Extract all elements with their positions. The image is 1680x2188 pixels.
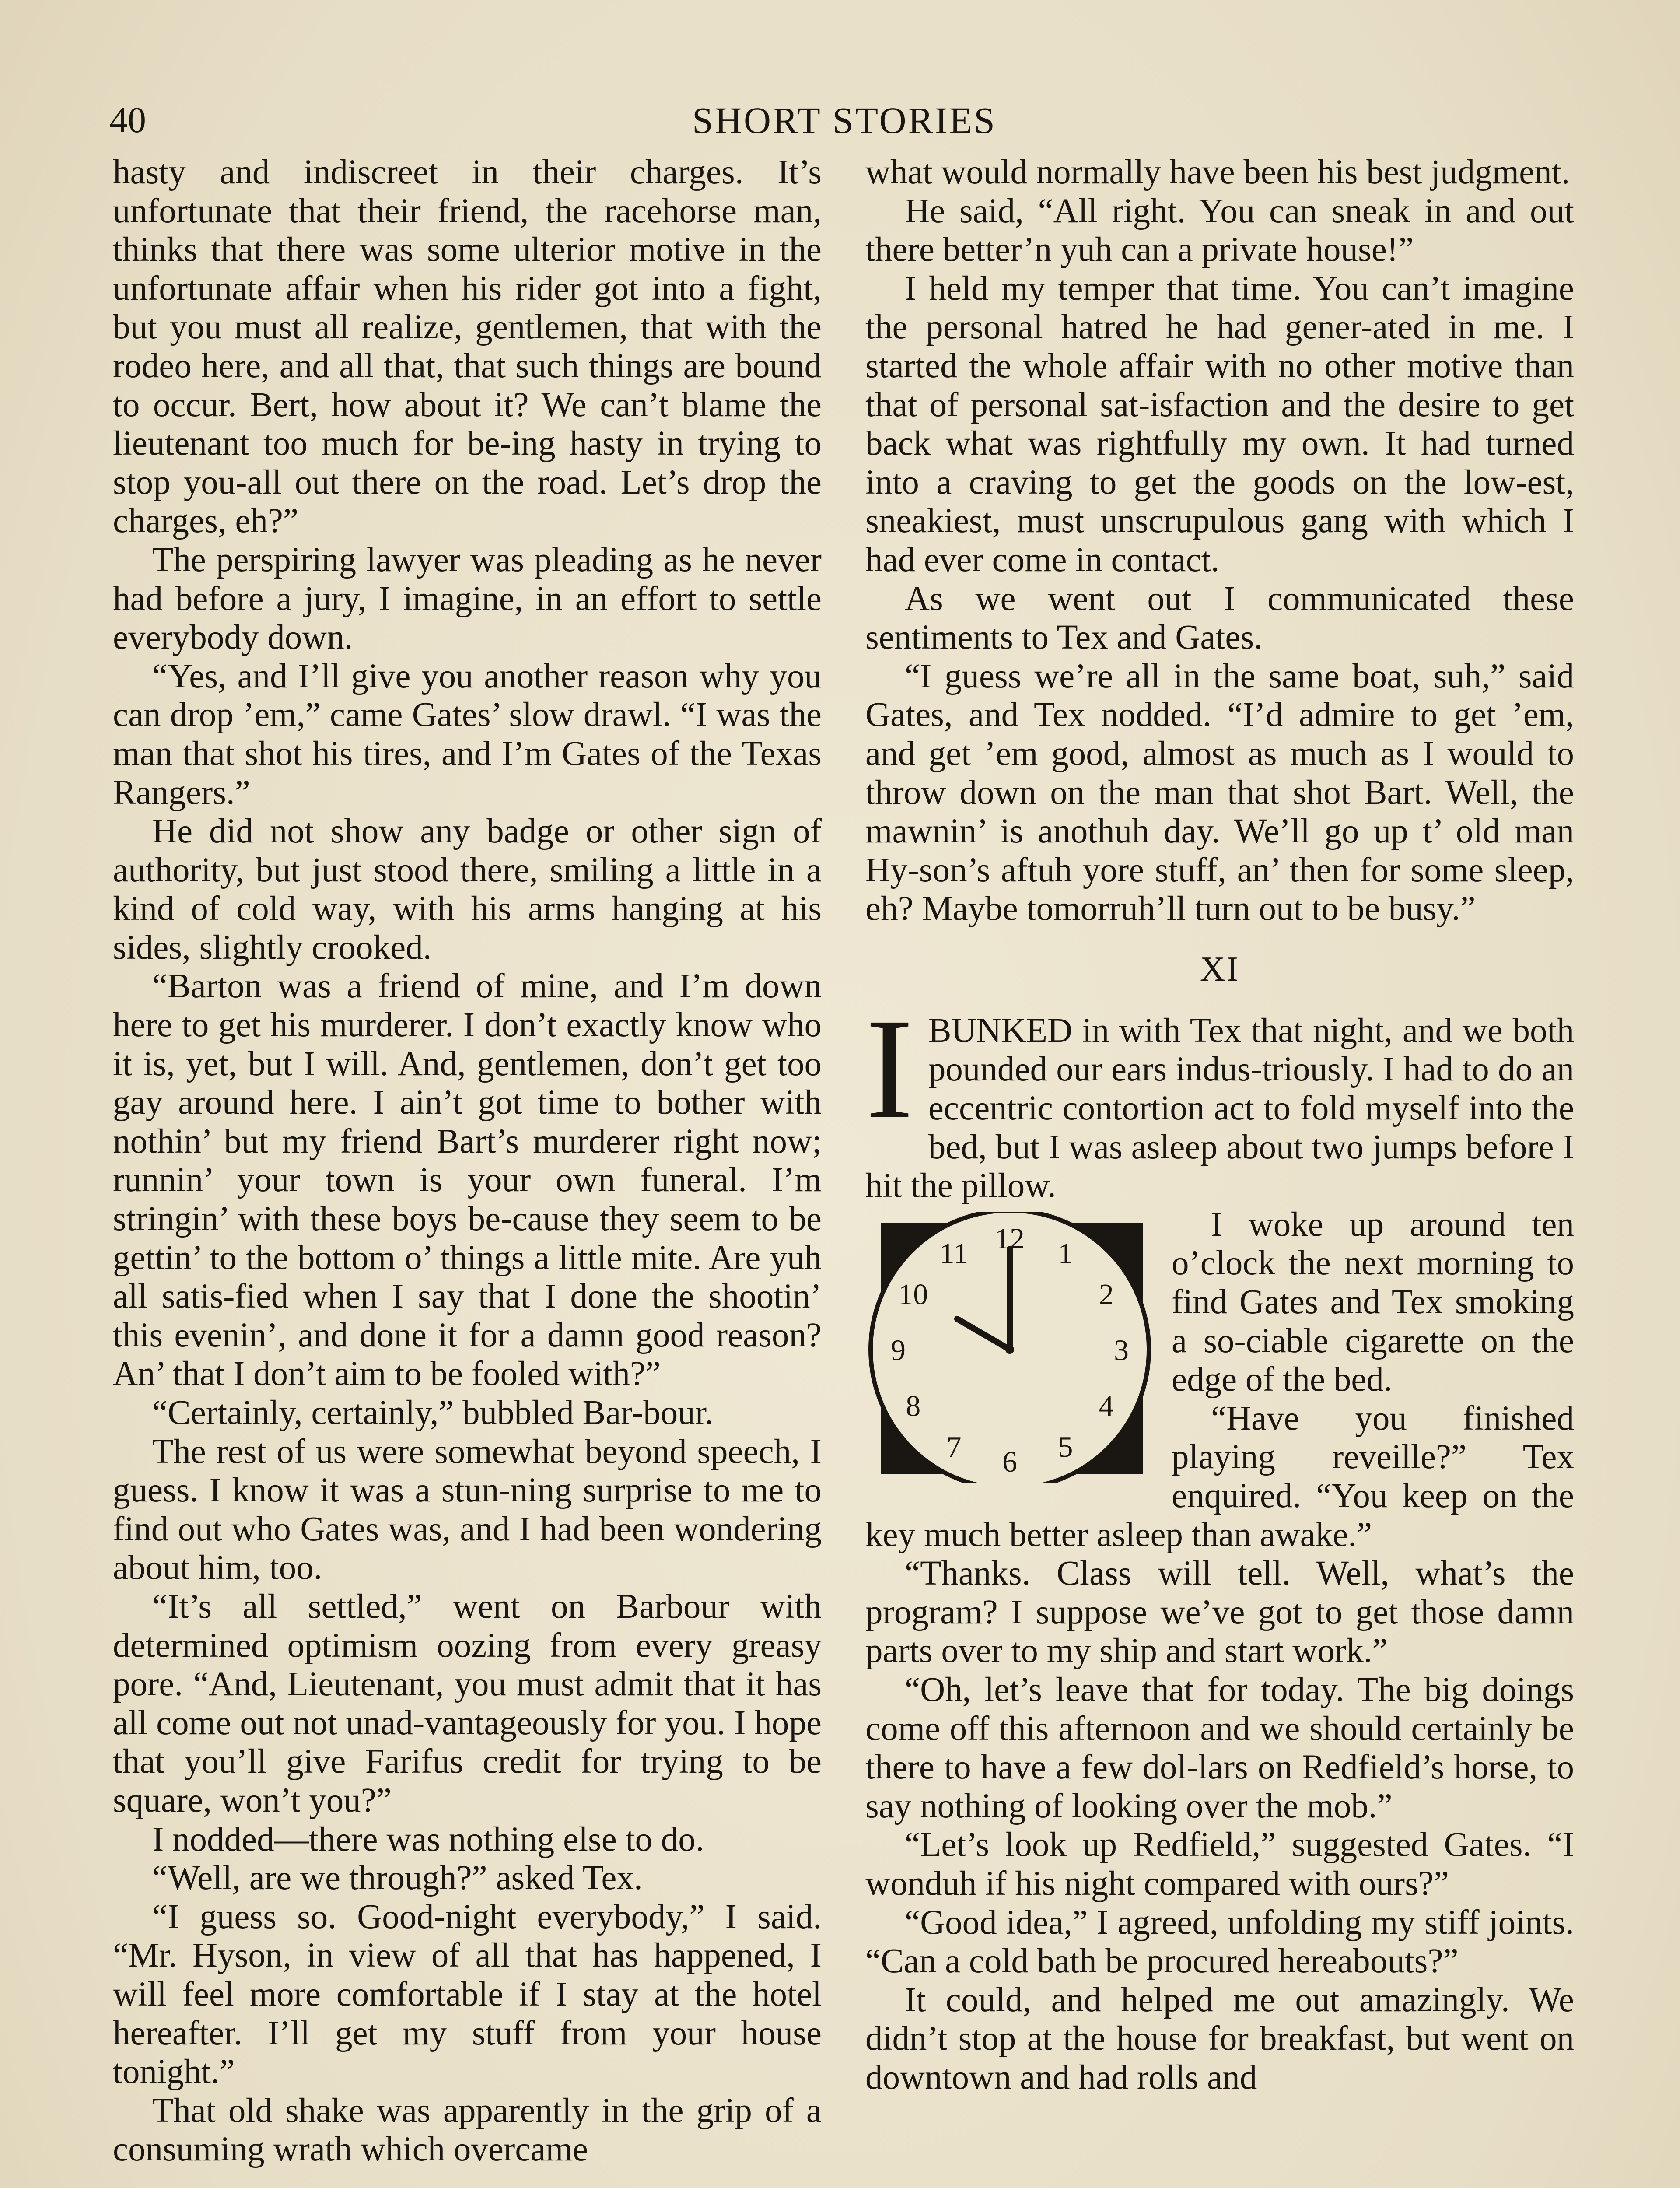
paragraph: “It’s all settled,” went on Barbour with determined optimism oozing from every greasy pore. “And, Lieutenant, you must admit that it has all come out not unad-vantageously for you. I hope that you’ll give Farifus credit for trying to be square, won’t you?” [113, 1587, 822, 1820]
left-column [113, 153, 822, 2169]
paragraph: “Well, are we through?” asked Tex. [152, 1859, 643, 1897]
clock-paragraph-text: I woke up around ten o’clock the next morning to find Gates and Tex smoking a so-ciable cigarette on the edge of the bed. [1172, 1205, 1574, 1399]
paragraph: The rest of us were somewhat beyond speech, I guess. I know it was a stun-ning surprise to me to find out who Gates was, and I had been wondering about him, too. [113, 1432, 822, 1587]
clock-numeral: 7 [946, 1430, 962, 1463]
paragraph: The perspiring lawyer was pleading as he never had before a jury, I imagine, in an effort to settle everybody down. [113, 540, 822, 657]
paragraph: what would normally have been his best judgment. [865, 153, 1570, 191]
page-number: 40 [109, 100, 146, 140]
clock-numeral: 3 [1114, 1333, 1129, 1367]
clock-numeral: 9 [891, 1333, 906, 1367]
paragraph: “I guess we’re all in the same boat, suh,” said Gates, and Tex nodded. “I’d admire to get ’em, and get ’em good, almost as much as I would to throw down on the man that shot Bart. Well, the mawnin’ is anothuh day. We’ll go up t’ old man Hy-son’s aftuh yore stuff, an’ then for some sleep, eh? Maybe tomorruh’ll turn out to be busy.” [865, 657, 1574, 928]
page-header [109, 94, 1579, 147]
clock-numeral: 8 [906, 1389, 921, 1423]
paragraph: “Yes, and I’ll give you another reason why you can drop ’em,” came Gates’ slow drawl. “I was the man that shot his tires, and I’m Gates of the Texas Rangers.” [113, 657, 822, 812]
chapter-heading: XI [1200, 950, 1240, 989]
paragraph: “Certainly, certainly,” bubbled Bar-bour. [152, 1394, 714, 1432]
clock-numeral: 1 [1058, 1237, 1073, 1270]
right-column [865, 153, 1574, 2097]
clock-numeral: 11 [939, 1237, 969, 1270]
paragraph: As we went out I communicated these sentiments to Tex and Gates. [865, 579, 1574, 657]
clock-numeral: 5 [1058, 1430, 1073, 1463]
clock-numeral: 4 [1099, 1389, 1114, 1423]
paragraph: “Let’s look up Redfield,” suggested Gates. “I wonduh if his night compared with ours?” [865, 1826, 1574, 1903]
clock-numeral: 12 [995, 1221, 1025, 1255]
clock-numeral: 2 [1099, 1277, 1114, 1311]
running-title: SHORT STORIES [692, 99, 997, 141]
paragraph: I nodded—there was nothing else to do. [152, 1820, 704, 1858]
paragraph: “Have you finished playing reveille?” Tex enquired. “You keep on the key much better asleep than awake.” [865, 1399, 1574, 1554]
paragraph: It could, and helped me out amazingly. We didn’t stop at the house for breakfast, but went on downtown and had rolls and [865, 1981, 1574, 2097]
chapter-opening-paragraph [865, 989, 1574, 1206]
paragraph: “Oh, let’s leave that for today. The big doings come off this afternoon and we should certainly be there to have a few dol-lars on Redfield’s horse, to say nothing of looking over the mob.” [865, 1670, 1574, 1825]
paragraph: “Good idea,” I agreed, unfolding my stiff joints. “Can a cold bath be procured hereabouts?” [865, 1903, 1574, 1981]
paragraph: I held my temper that time. You can’t imagine the personal hatred he had gener-ated in me. I started the whole affair with no other motive than that of personal sat-isfaction and the desire to get back what was rightfully my own. It had turned into a craving to get the goods on the low-est, sneakiest, must unscrupulous gang with which I had ever come in contact. [865, 269, 1574, 579]
drop-cap: I [865, 989, 914, 1149]
clock-illustration [865, 1212, 1154, 1483]
paragraph: He said, “All right. You can sneak in and out there better’n yuh can a private house!” [865, 192, 1574, 269]
paragraph: “Barton was a friend of mine, and I’m down here to get his murderer. I don’t exactly know who it is, yet, but I will. And, gentlemen, don’t get too gay around here. I ain’t got time to bother with nothin’ but my friend Bart’s murderer right now; runnin’ your town is your own funeral. I’m stringin’ with these boys be-cause they seem to be gettin’ to the bottom o’ things a little mite. Are yuh all satis-fied when I say that I done the shootin’ this evenin’, and done it for a damn good reason? An’ that I don’t aim to be fooled with?” [113, 967, 822, 1393]
paragraph: hasty and indiscreet in their charges. It’s unfortunate that their friend, the racehorse man, thinks that there was some ulterior motive in the unfortunate affair when his rider got into a fight, but you must all realize, gentlemen, that with the rodeo here, and all that, that such things are bound to occur. Bert, how about it? We can’t blame the lieutenant too much for be-ing hasty in trying to stop you-all out there on the road. Let’s drop the charges, eh?” [113, 153, 822, 540]
clock-icon [865, 1212, 1154, 1483]
chapter-opening-text: BUNKED in with Tex that night, and we both pounded our ears indus-triously. I had to do an eccentric contortion act to fold myself into the bed, but I was asleep about two jumps before I hit the pillow. [865, 1011, 1574, 1205]
paragraph: “Thanks. Class will tell. Well, what’s the program? I suppose we’ve got to get those damn parts over to my ship and start work.” [865, 1554, 1574, 1670]
paragraph: That old shake was apparently in the grip of a consuming wrath which overcame [113, 2091, 822, 2169]
clock-numeral: 10 [898, 1277, 928, 1311]
paragraph: “I guess so. Good-night everybody,” I said. “Mr. Hyson, in view of all that has happened, I will feel more comfortable if I stay at the hotel hereafter. I’ll get my stuff from your house tonight.” [113, 1897, 822, 2091]
clock-numeral: 6 [1002, 1445, 1017, 1478]
paragraph: He did not show any badge or other sign of authority, but just stood there, smiling a little in a kind of cold way, with his arms hanging at his sides, slightly crooked. [113, 812, 822, 967]
